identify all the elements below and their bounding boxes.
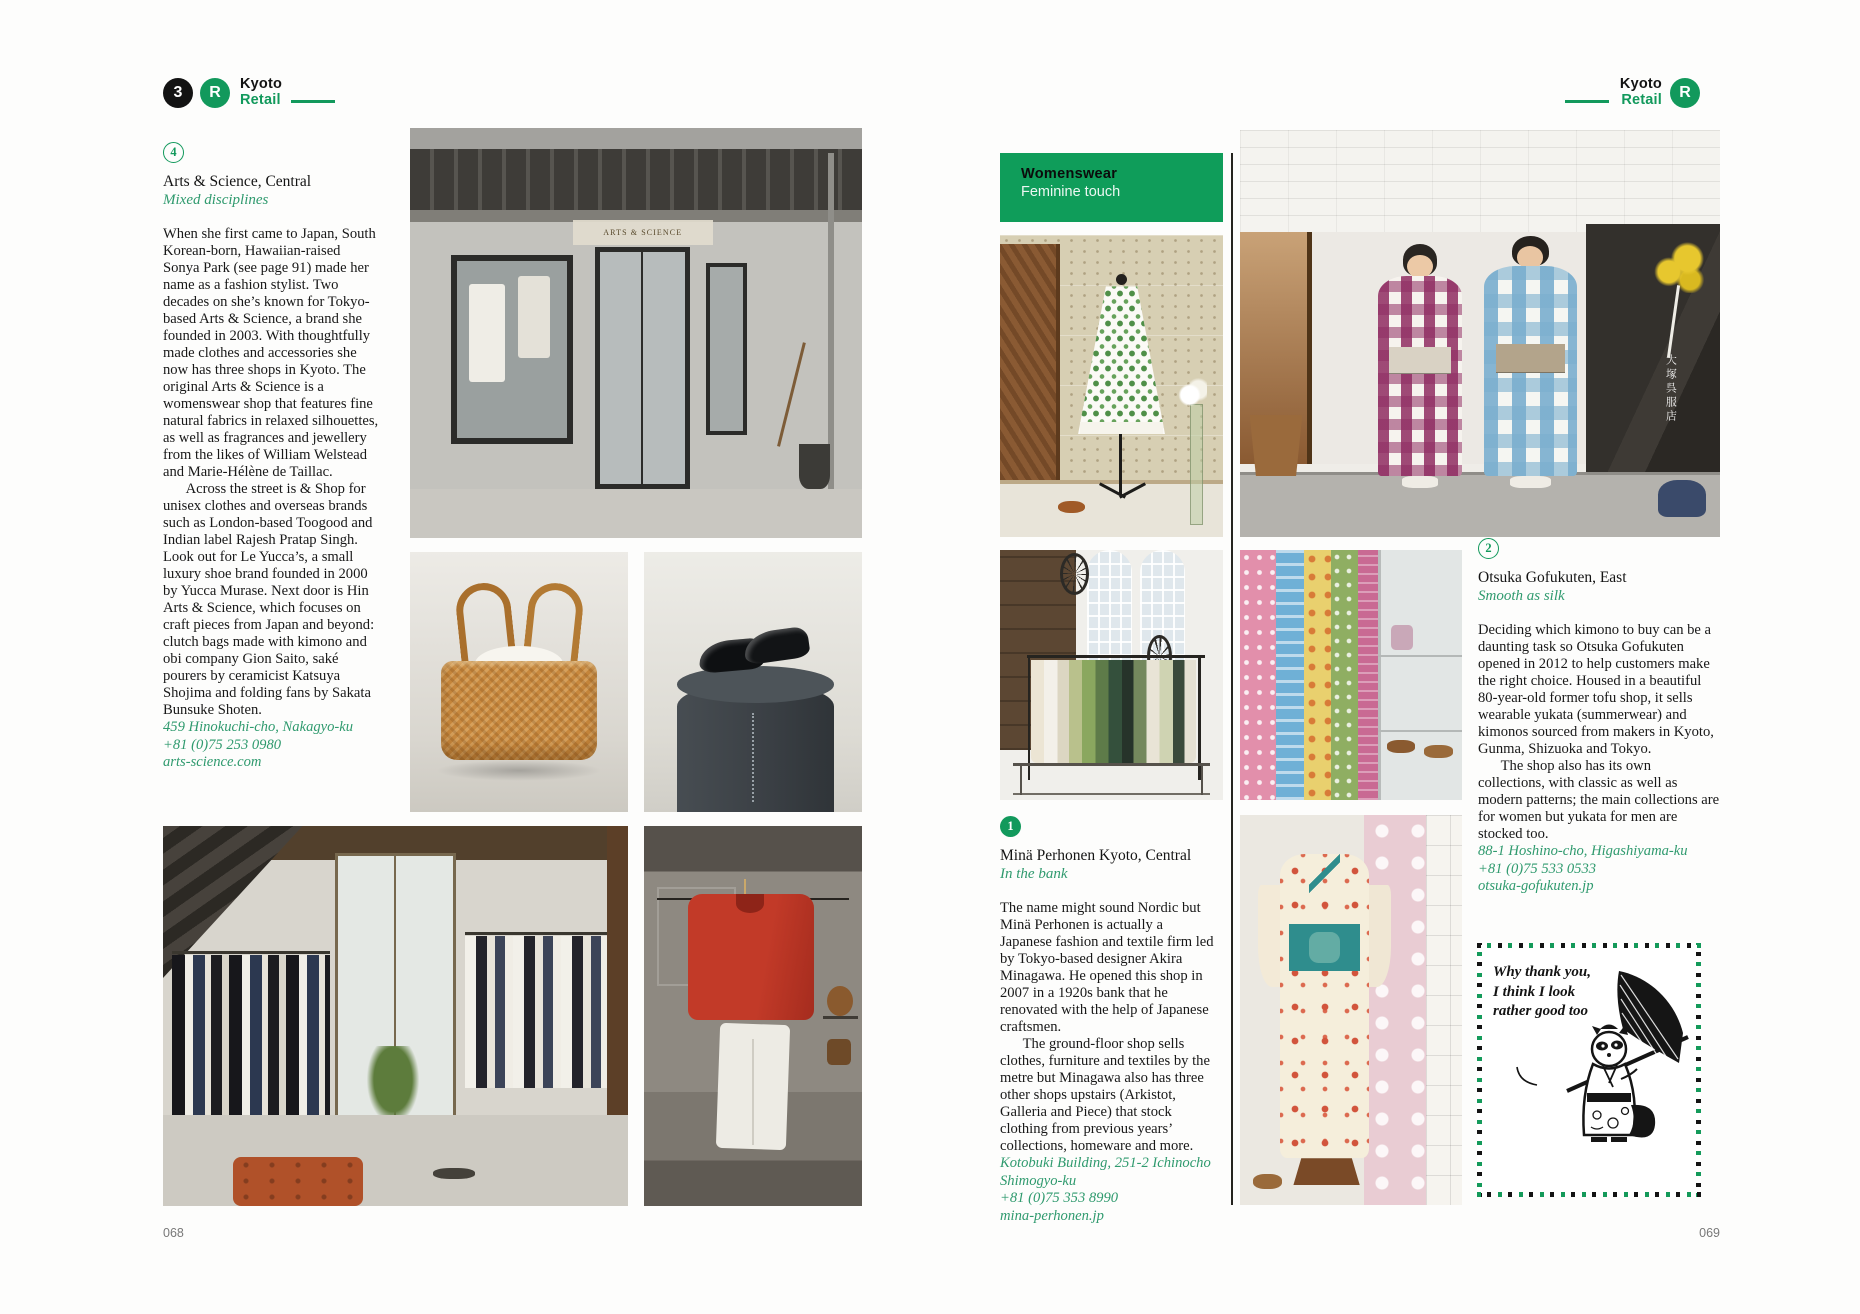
rack-post-right [1198, 655, 1201, 780]
kimono-robe [1280, 854, 1369, 1158]
article-otsuka-gofukuten [1478, 538, 1721, 896]
header-city: Kyoto [240, 76, 283, 92]
header-section: Retail [240, 91, 281, 108]
fabric-pink [1240, 550, 1276, 800]
hanging-clothes-right [465, 936, 618, 1088]
tabi-feet [1510, 476, 1550, 489]
tiled-roof [410, 149, 862, 211]
chapter-number-badge: 3 [163, 78, 193, 108]
red-jacket [688, 894, 814, 1019]
mannequin-neck [1116, 274, 1127, 285]
fabric-yellow [1304, 550, 1331, 800]
glass-table [1013, 763, 1209, 796]
drainpipe [828, 153, 834, 489]
wooden-stool [1250, 415, 1303, 476]
article-arts-and-science [163, 142, 380, 772]
shop-phone: +81 (0)75 253 0980 [163, 736, 282, 753]
shop-phone: +81 (0)75 353 8990 [1000, 1190, 1119, 1206]
hanging-clothes-left [172, 955, 330, 1115]
plant-branch [777, 342, 806, 446]
leather-shoes [1058, 501, 1085, 513]
shop-title: Otsuka Gofukuten, East [1478, 569, 1627, 586]
woman-right [1480, 236, 1581, 488]
shop-number-badge: 4 [163, 142, 184, 163]
photo-kimono-women [1240, 130, 1720, 537]
rail-left [172, 951, 330, 954]
white-flower [1178, 377, 1207, 413]
photo-shop-interior [163, 826, 628, 1206]
pendant-ornament [1060, 553, 1089, 596]
tabi-feet [1402, 476, 1438, 488]
shop-number-badge: 2 [1478, 538, 1499, 559]
face [1407, 255, 1433, 278]
printed-dress [1078, 286, 1165, 434]
article-paragraph: Across the street is & Shop for unisex clothes and overseas brands such as London-based Toogood and Indian label Rajesh Pratap Singh. Look out for Le Yucca’s, a small luxury shoe brand founded in 2000 by Yucca Murase. Next door is Hin Arts & Science, which focuses on craft pieces from Japan and beyond: clutch bags made with kimono and obi company Gion Saito, saké pourers by ceramicist Katsuya Shojima and folding fans by Sakata Bunsuke Shoten. [163, 481, 375, 718]
header-rule-right [1565, 100, 1609, 103]
geta-sandal [1424, 745, 1453, 758]
shop-subtitle: Smooth as silk [1478, 588, 1565, 604]
photo-arts-science-storefront [410, 128, 862, 538]
hanging-garments [1031, 660, 1196, 763]
shop-address-line1: Kotobuki Building, 251-2 Ichinocho [1000, 1155, 1211, 1171]
photo-basket-bag [410, 552, 628, 812]
photo-red-jacket [644, 826, 862, 1206]
table-leg-right [1201, 763, 1203, 796]
tile-wall [1240, 130, 1720, 232]
shop-title: Arts & Science, Central [163, 173, 312, 190]
stand-pole [1119, 434, 1122, 494]
shop-address-line2: Shimogyo-ku [1000, 1172, 1077, 1189]
header-city: Kyoto [1619, 76, 1662, 92]
photo-green-dress [1000, 235, 1223, 537]
shop-title: Minä Perhonen Kyoto, Central [1000, 847, 1192, 864]
basket-body [441, 661, 598, 760]
shop-website: mina-perhonen.jp [1000, 1207, 1104, 1224]
geta-pair [1253, 1174, 1282, 1190]
article-paragraph: When she first came to Japan, South Korean-born, Hawaiian-raised Sonya Park (see page 91) made her name as a fashion stylist. Two decades on she’s known for Tokyo-based Arts & Science, a brand she founded in 2003. With thoughtfully made clothes and accessories she now has three shops in Kyoto. The original Arts & Science is a womenswear shop that features fine natural fabrics in relaxed silhouettes, as well as fragrances and jewellery from the likes of William Welstead and Marie-Hélène de Taillac. [163, 226, 379, 480]
photo-black-shoes [644, 552, 862, 812]
basket-shadow [436, 760, 602, 781]
wood-door [1000, 244, 1060, 480]
page-number-right: 069 [1699, 1226, 1720, 1240]
fabric-blue [1276, 550, 1305, 800]
display-case [1378, 550, 1462, 800]
photo-fabrics [1240, 550, 1462, 800]
pedestal-top [677, 666, 834, 702]
cloth-bundle [1658, 480, 1706, 517]
trouser-crease [752, 1039, 754, 1145]
retail-letter-badge: R [200, 78, 230, 108]
shop-name-sign [1662, 354, 1678, 424]
shop-subtitle: Mixed disciplines [163, 192, 269, 208]
window-garment-2 [518, 276, 550, 358]
shop-phone: +81 (0)75 533 0533 [1478, 860, 1597, 877]
glass-vase [1190, 404, 1203, 525]
rack-rail [1027, 655, 1205, 658]
speech-text: Why thank you, I think I look rather good too [1493, 964, 1591, 1019]
column-rule [1231, 153, 1233, 1205]
geta-sandal [1387, 740, 1416, 753]
section-header-left [240, 77, 282, 108]
photo-clothes-rack [1000, 550, 1223, 800]
fabric-green [1331, 550, 1358, 800]
article-paragraph: Deciding which kimono to buy can be a daunting task so Otsuka Gofukuten opened in 2012 to help customers make the right choice. Housed in a beautiful 80-year-old former tofu shop, it sells wearable yukata (summerwear) and kimonos sourced from makers in Kyoto, Gunma, Shizuoka and Tokyo. [1478, 622, 1714, 757]
fabric-magenta [1358, 550, 1378, 800]
retail-letter-badge: R [1670, 78, 1700, 108]
storefront-sign-text: ARTS & SCIENCE [603, 228, 683, 238]
photo-kimono-mannequin [1240, 815, 1462, 1205]
window-garment [469, 284, 505, 382]
kimono-collar [1309, 854, 1340, 893]
case-item [1391, 625, 1413, 650]
article-paragraph: The name might sound Nordic but Minä Perhonen is actually a Japanese fashion and textile firm led by Tokyo-based designer Akira Minagawa. He opened this shop in 2007 in a 1920s bank that he renovated with the help of Japanese craftsmen. [1000, 900, 1214, 1035]
ceramic-pot [827, 1039, 851, 1066]
tanuki-illustration-box [1477, 943, 1701, 1197]
storefront-sign [573, 220, 713, 245]
plant-pot [799, 444, 831, 489]
category-subtitle: Feminine touch [1021, 184, 1121, 200]
shelf [823, 1016, 858, 1019]
case-shelf [1378, 730, 1462, 732]
slippers [433, 1168, 475, 1179]
leather-ottoman [233, 1157, 363, 1206]
shop-subtitle: In the bank [1000, 866, 1068, 882]
shoe-right [742, 626, 811, 666]
article-paragraph: The shop also has its own collections, with classic as well as modern patterns; the main collections are for women but yukata for men are stocked too. [1478, 758, 1720, 842]
obi-knot [1309, 932, 1340, 963]
gourd [827, 986, 853, 1016]
shoji-screen [1426, 815, 1462, 1205]
page-number-left: 068 [163, 1226, 184, 1240]
obi-belt [1496, 344, 1565, 372]
shop-name-sign-text: 大塚呉服店 [1664, 353, 1677, 424]
table-leg-left [1020, 763, 1022, 796]
header-section: Retail [1621, 91, 1662, 108]
rack-post-left [1028, 655, 1031, 780]
kimono-purple-check [1378, 276, 1462, 476]
side-window [706, 263, 747, 435]
category-title: Womenswear [1021, 166, 1118, 182]
rail-right [465, 932, 618, 935]
shop-website: arts-science.com [163, 754, 262, 770]
blossom-panel [1364, 815, 1426, 1205]
dress-hem [1080, 422, 1163, 434]
woman-left [1374, 244, 1465, 488]
section-header-right [1608, 77, 1662, 108]
shop-website: otsuka-gofukuten.jp [1478, 878, 1594, 894]
obi-belt [1389, 347, 1451, 374]
case-shelf [1378, 655, 1462, 657]
stand-base [1293, 1158, 1360, 1185]
header-rule-left [291, 100, 335, 103]
door-divider [641, 247, 643, 489]
article-paragraph: The ground-floor shop sells clothes, furniture and textiles by the metre but Minagawa also has three other shops upstairs (Arkistot, Galleria and Piece) that stock clothing from previous years’ collections, homeware and more. [1000, 1036, 1210, 1154]
shop-address: 459 Hinokuchi-cho, Nakagyo-ku [163, 719, 354, 735]
shop-number-badge: 1 [1000, 816, 1021, 837]
pedestal-seam [752, 713, 754, 801]
ground [410, 489, 862, 538]
article-mina-perhonen [1000, 816, 1214, 1225]
shop-address: 88-1 Hoshino-cho, Higashiyama-ku [1478, 843, 1688, 859]
speech-curve [1515, 1065, 1541, 1089]
tanuki-with-umbrella-drawing [1557, 967, 1695, 1187]
category-box [1000, 153, 1223, 222]
